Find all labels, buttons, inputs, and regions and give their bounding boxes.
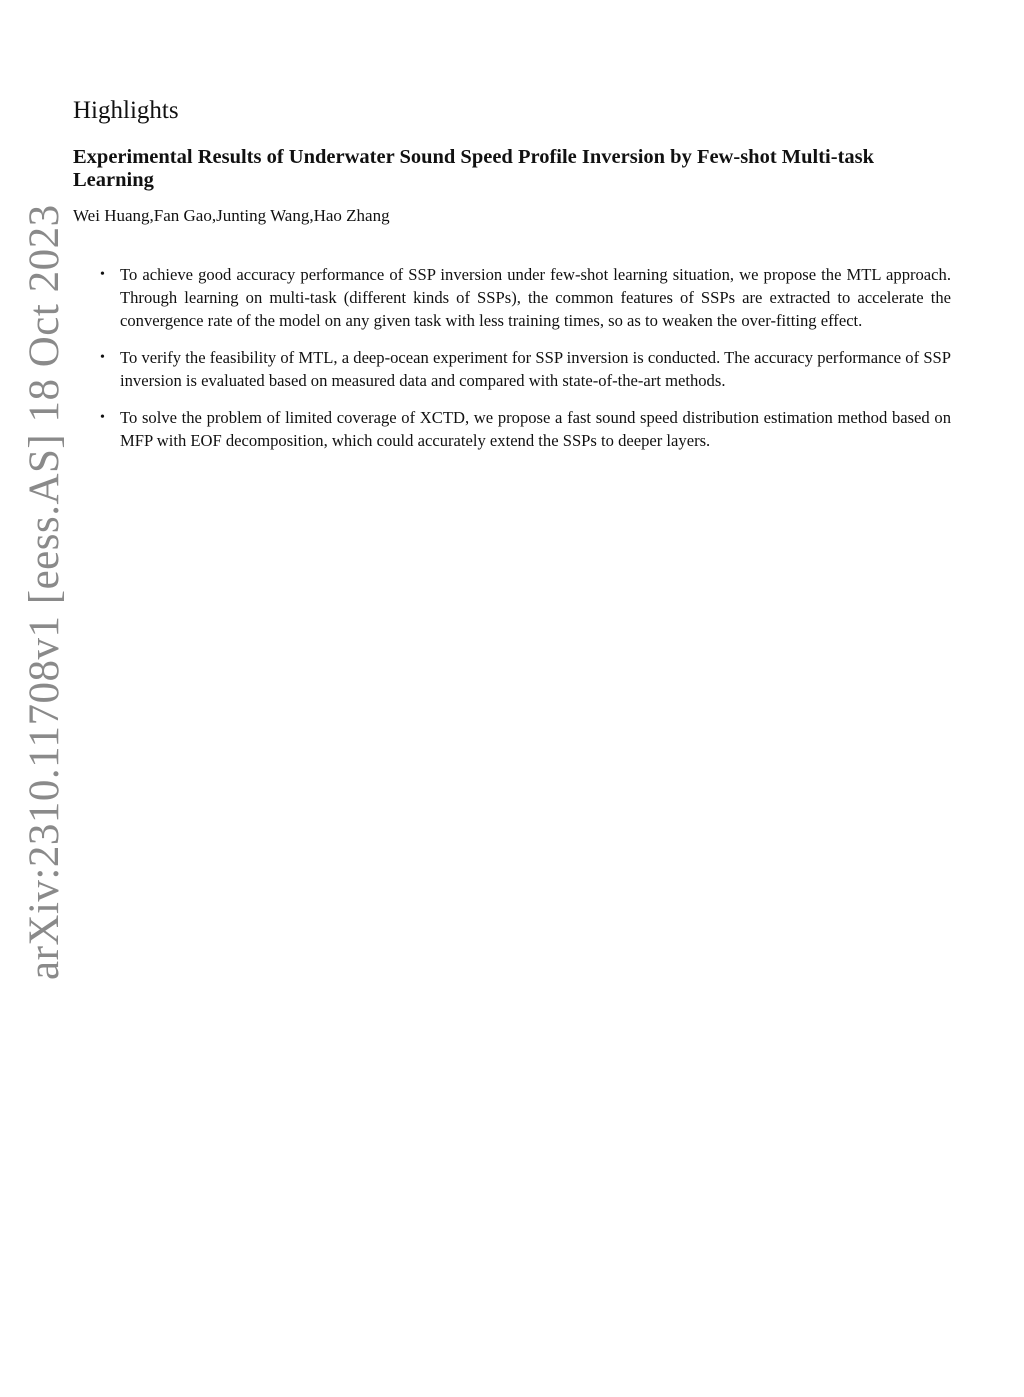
paper-title: Experimental Results of Underwater Sound Speed Profile Inversion by Few-shot Multi-task Learning xyxy=(73,146,875,191)
bullet-icon: • xyxy=(100,410,105,425)
highlight-item xyxy=(98,346,951,392)
bullet-icon: • xyxy=(100,350,105,365)
arxiv-identifier-stamp: arXiv:2310.11708v1 [eess.AS] 18 Oct 2023 xyxy=(21,204,68,980)
highlight-text: To achieve good accuracy performance of SSP inversion under few-shot learning situation, we propose the MTL approach. Through learning on multi-task (different kinds of SSPs), the common features of SSPs are extracted to accelerate the convergence rate of the model on any given task with less training times, so as to weaken the over-fitting effect. xyxy=(120,265,951,330)
section-heading: Highlights xyxy=(73,97,179,124)
highlight-item xyxy=(98,263,951,332)
highlight-text: To solve the problem of limited coverage of XCTD, we propose a fast sound speed distribution estimation method based on MFP with EOF decomposition, which could accurately extend the SSPs to deeper layers. xyxy=(120,408,951,450)
highlight-item xyxy=(98,406,951,452)
bullet-icon: • xyxy=(100,267,105,282)
highlight-text: To verify the feasibility of MTL, a deep-ocean experiment for SSP inversion is conducted. The accuracy performance of SSP inversion is evaluated based on measured data and compared with state-of-the-art methods. xyxy=(120,348,951,390)
highlights-list xyxy=(98,263,951,466)
author-list: Wei Huang,Fan Gao,Junting Wang,Hao Zhang xyxy=(73,206,390,225)
